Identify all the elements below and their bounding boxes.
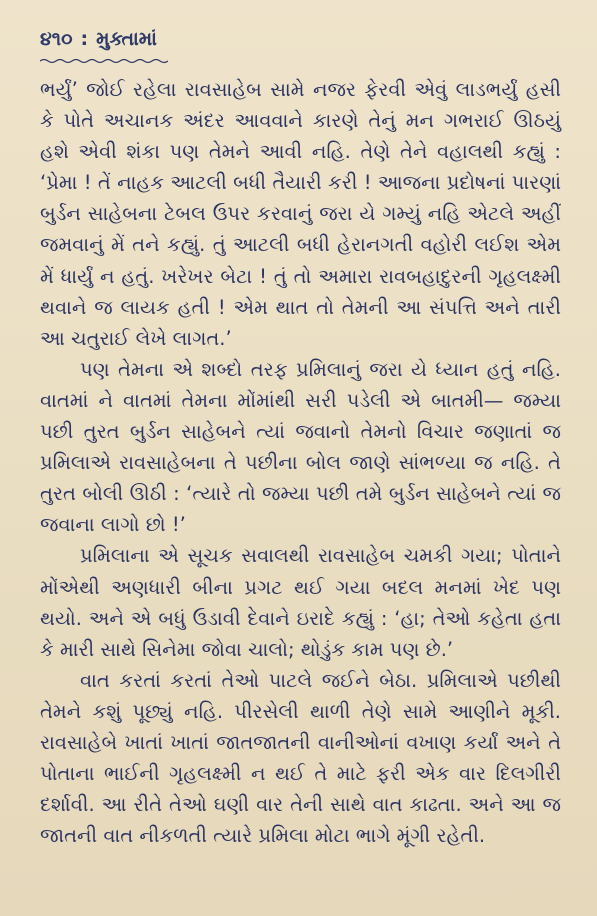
paragraph-3: પ્રમિલાના એ સૂચક સવાલથી રાવસાહેબ ચમકી ગયા; પોતાને મોંએથી અણધારી બીના પ્રગટ થઈ ગયા બદલ મનમાં ખેદ પણ થયો. અને એ બધું ઉડાવી દેવાને ઇરાદે કહ્યું : ‘હા; તેઓ કહેતા હતા કે મારી સાથે સિનેમા જોવા ચાલો; થોડુંક કામ પણ છે.’ (40, 544, 561, 661)
running-header (40, 28, 561, 58)
paragraph-2: પણ તેમના એ શબ્દો તરફ પ્રમિલાનું જરા યે ધ્યાન હતું નહિ. વાતમાં ને વાતમાં તેમના મોંમાંથી સરી પડેલી એ બાતમી— જમ્યા પછી તુરત બુર્ડન સાહેબને ત્યાં જવાનો તેમનો વિચાર જણાતાં જ પ્રમિલાએ રાવસાહેબના તે પછીના બોલ જાણે સાંભળ્યા જ નહિ. તે તુરત બોલી ઊઠી : ‘ત્યારે તો જમ્યા પછી તમે બુર્ડન સાહેબને ત્યાં જ જવાના લાગો છો !’ (40, 357, 561, 537)
body-text (40, 74, 561, 851)
paragraph-1: ભર્યું’ જોઈ રહેલા રાવસાહેબ સામે નજર ફેરવી એવું લાડભર્યું હસી કે પોતે અચાનક અંદર આવવાને કારણે તેનું મન ગભરાઈ ઊઠયું હશે એવી શંકા પણ તેમને આવી નહિ. તેણે તેને વહાલથી કહ્યું : ‘પ્રેમા ! તેં નાહક આટલી બધી તૈયારી કરી ! આજના પ્રદોષનાં પારણાં બુર્ડન સાહેબના ટેબલ ઉપર કરવાનું જરા યે ગમ્યું નહિ એટલે અહીં જમવાનું મેં તને કહ્યું. તું આટલી બધી હેરાનગતી વહોરી લઈશ એમ મેં ધાર્યું ન હતું. ખરેખર બેટા ! તું તો અમારા રાવબહાદુરની ગૃહલક્ષ્મી થવાને જ લાયક હતી ! એમ થાત તો તેમની આ સંપત્તિ અને તારી આ ચતુરાઈ લેખે લાગત.’ (40, 78, 561, 350)
running-title: મુક્તામાં (96, 28, 157, 50)
paragraph-4: વાત કરતાં કરતાં તેઓ પાટલે જઈને બેઠા. પ્રમિલાએ પછીથી તેમને કશું પૂછ્યું નહિ. પીરસેલી થાળી તેણે સામે આણીને મૂકી. રાવસાહેબે ખાતાં ખાતાં જાતજાતની વાનીઓનાં વખાણ કર્યાં અને તે પોતાના ભાઈની ગૃહલક્ષ્મી ન થઈ તે માટે ફરી એક વાર દિલગીરી દર્શાવી. આ રીતે તેઓ ઘણી વાર તેની સાથે વાત કાઢતા. અને આ જ જાતની વાત નીકળતી ત્યારે પ્રમિલા મોટા ભાગે મૂંગી રહેતી. (40, 668, 561, 848)
page-number: ૪૧૦ (40, 28, 73, 50)
header-separator: : (80, 28, 89, 50)
header-wavy-rule (40, 58, 168, 64)
